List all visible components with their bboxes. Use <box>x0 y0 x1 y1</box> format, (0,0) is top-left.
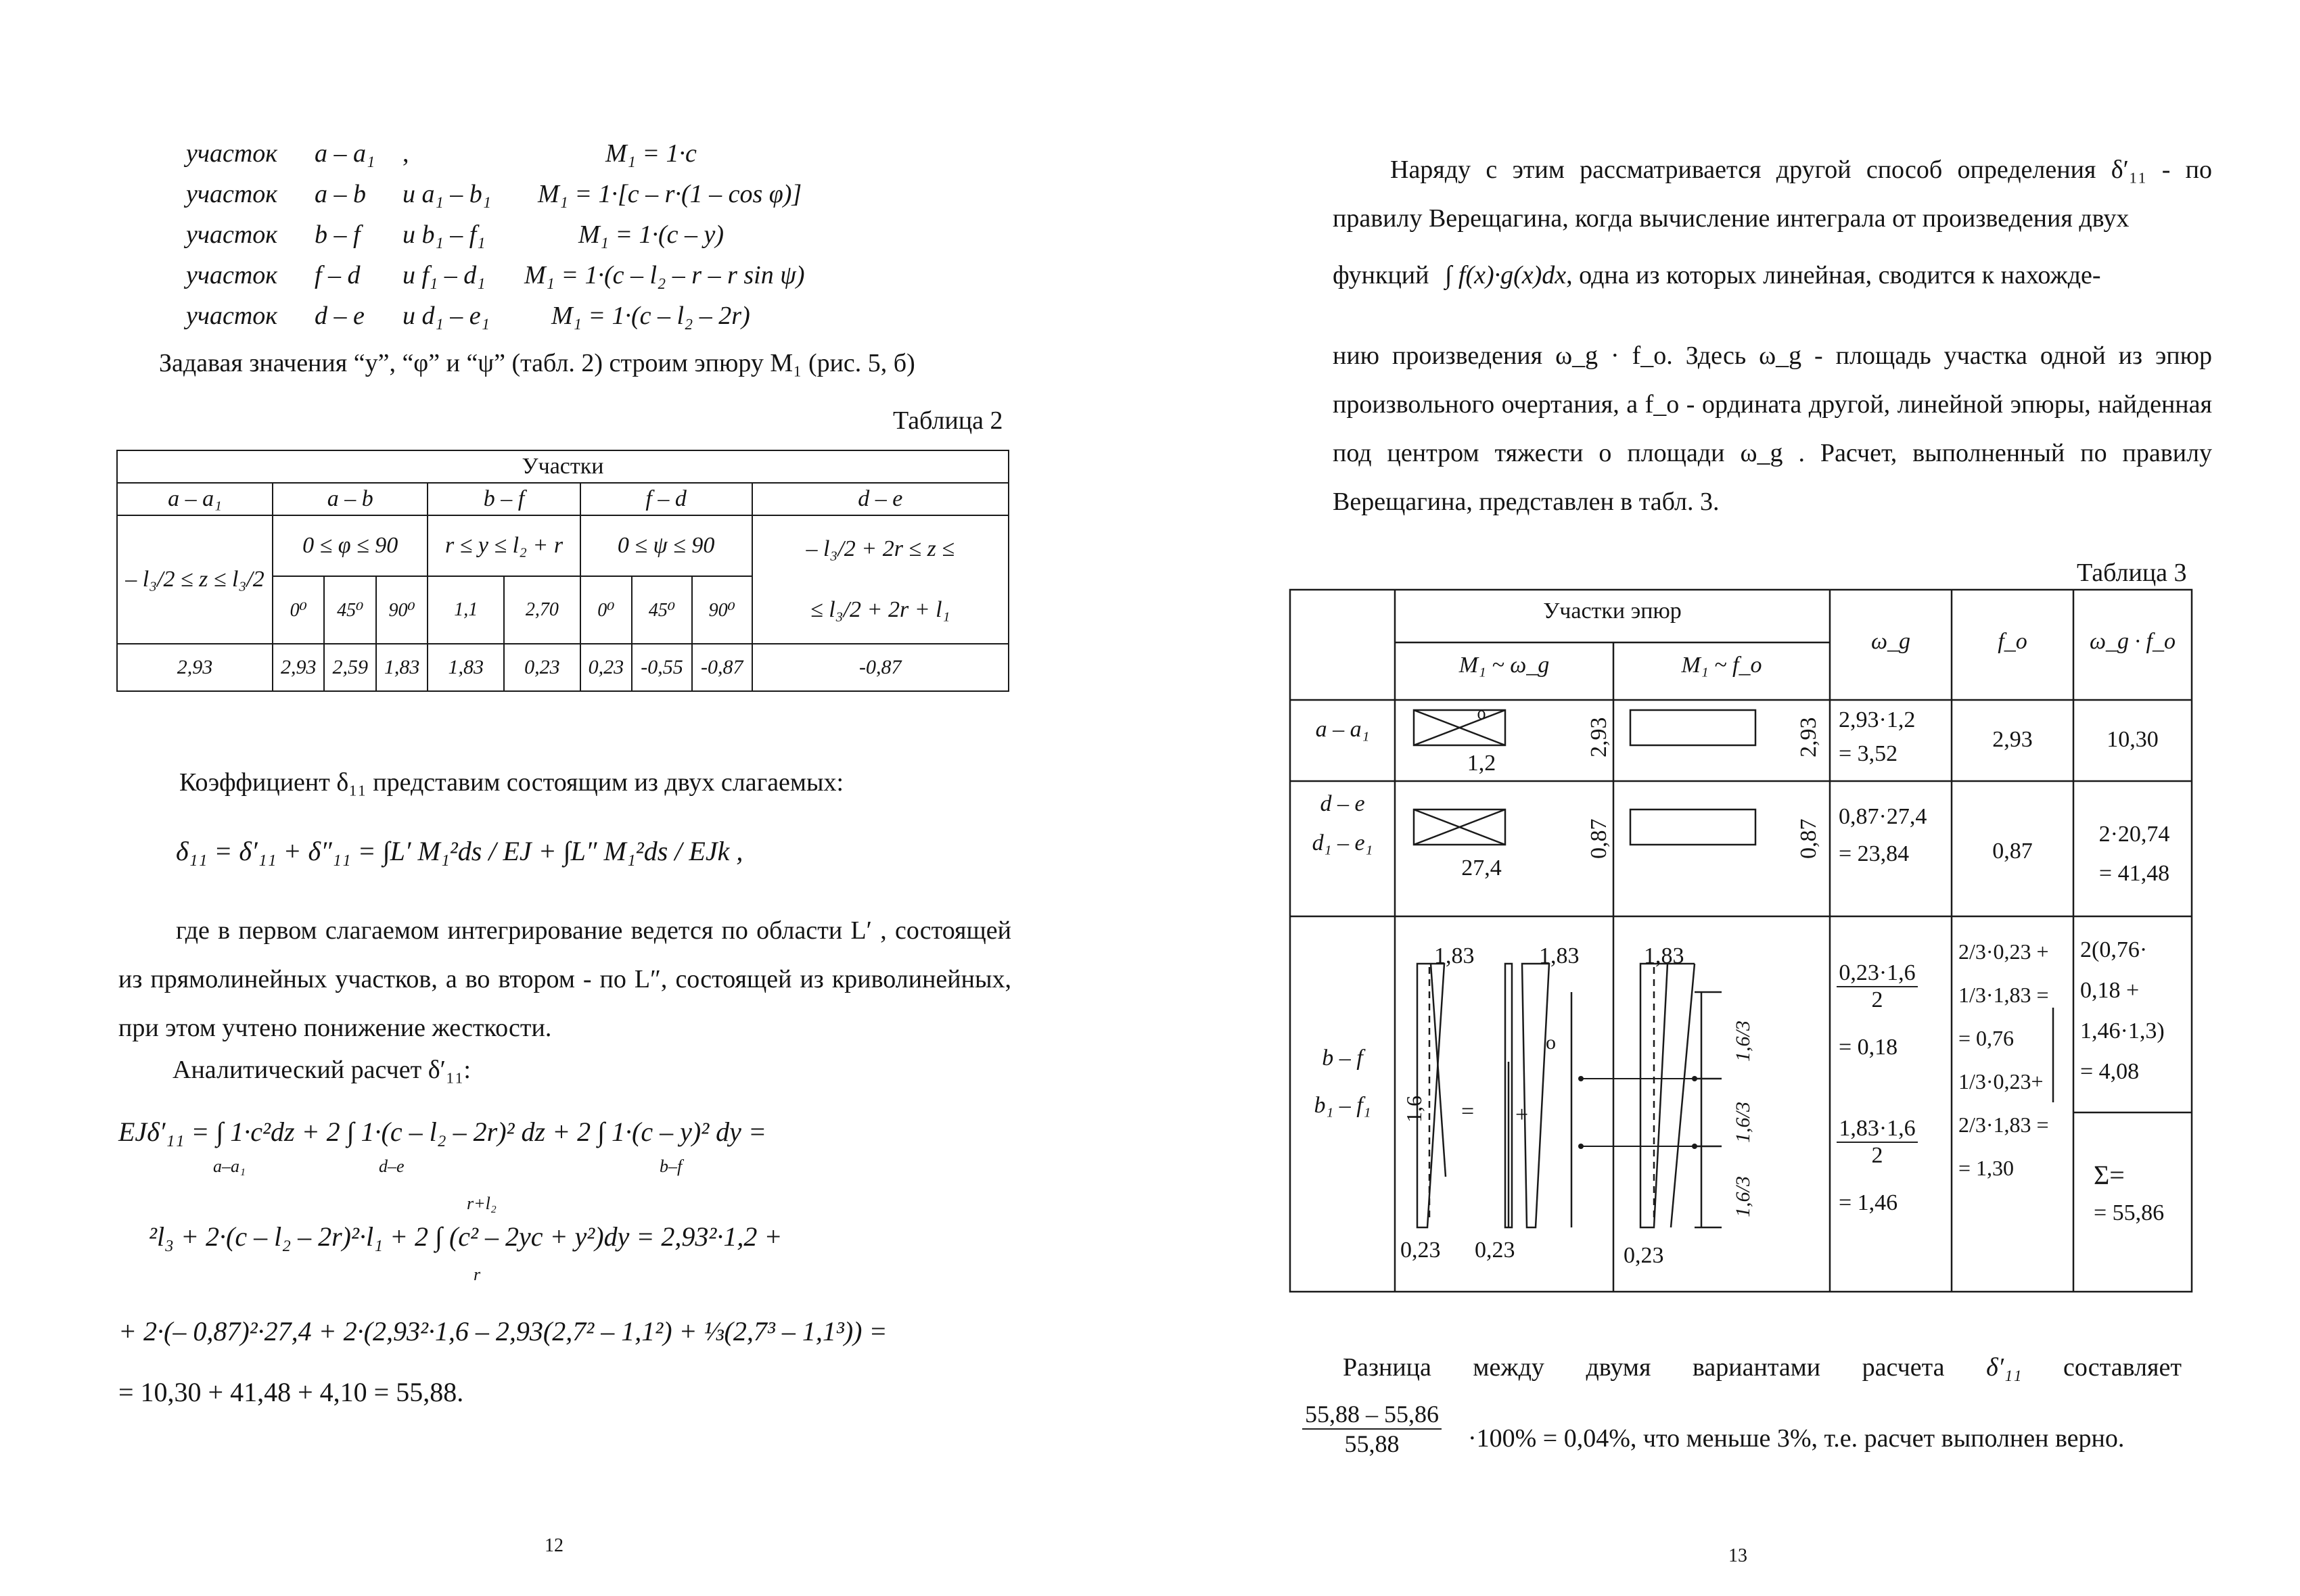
analytic-title: Аналитический расчет δ′₁₁: <box>172 1056 471 1084</box>
coef-text: Коэффициент δ₁₁ представим состоящим из двух слагаемых: <box>179 768 844 797</box>
table-2 <box>116 450 1009 692</box>
table3-row1-prod: 10,30 <box>2107 727 2159 752</box>
table3-row3-wg-a: 0,23·1,6 2 <box>1837 960 1918 1013</box>
table2-value: 2,93 <box>273 644 324 691</box>
table2-sub: 45⁰ <box>632 576 692 644</box>
table3-row2-height: 0,87 <box>1586 818 1611 859</box>
page-number-left: 12 <box>545 1535 564 1556</box>
table3-row3-plus: + <box>1515 1102 1529 1127</box>
table2-sub: 1,1 <box>428 576 504 644</box>
table2-value: 2,59 <box>324 644 375 691</box>
table3-row2-height-2: 0,87 <box>1796 818 1821 859</box>
table3-col-mfo: M₁ ~ f_o <box>1681 653 1762 678</box>
integral-expression: ∫ f(x)·g(x)dx <box>1444 261 1567 289</box>
eq2-limit-bot: r <box>474 1265 481 1284</box>
table3-row3-wg-a-res: = 0,18 <box>1839 1035 1898 1060</box>
table3-row1-width: 1,2 <box>1467 751 1496 776</box>
table2-caption: Таблица 2 <box>893 406 1003 435</box>
table3-row3-top-3: 1,83 <box>1644 943 1684 968</box>
table2-sub: 2,70 <box>504 576 580 644</box>
eq2-limit-top: r+l₂ <box>467 1194 497 1213</box>
table3-row2-wg: 0,87·27,4 = 23,84 <box>1839 804 1927 866</box>
table2-value: 2,93 <box>117 644 273 691</box>
table3-row1-wg: 2,93·1,2 = 3,52 <box>1839 707 1916 766</box>
table2-value: 1,83 <box>428 644 504 691</box>
table3-row3-bot-1: 0,23 <box>1400 1238 1441 1263</box>
table3-row1-segment: a – a₁ <box>1315 717 1370 742</box>
table3-row1-height-2: 2,93 <box>1796 717 1821 757</box>
table3-row2-segment: d – e d₁ – e₁ <box>1312 791 1373 855</box>
table3-row3-bot-2: 0,23 <box>1475 1238 1515 1263</box>
segment-line-2: участок a – b и a₁ – b₁ M₁ = 1·[c – r·(1 – cos φ)] <box>186 180 802 208</box>
segment-line-3: участок b – f и b₁ – f₁ M₁ = 1·(c – y) <box>186 220 724 249</box>
difference-tail: ·100% = 0,04%, что меньше 3%, т.е. расчет выполнен верно. <box>1468 1424 2125 1453</box>
table2-col-ab: a – b <box>273 483 428 515</box>
equation-1: EJδ′₁₁ = ∫ 1·c²dz + 2 ∫ 1·(c – l₂ – 2r)² dz + 2 ∫ 1·(c – y)² dy = <box>118 1117 766 1147</box>
table2-range-bf: r ≤ y ≤ l₂ + r <box>428 515 580 576</box>
table3-row3-fo: 2/3·0,23 + 1/3·1,83 = = 0,76 1/3·0,23+ 2/3·1,83 = = 1,30 <box>1958 939 2049 1180</box>
table2-value: -0,55 <box>632 644 692 691</box>
table3-row3-height: 1,6 <box>1402 1096 1426 1123</box>
table3-col-mwg: M₁ ~ ω_g <box>1458 653 1550 678</box>
table2-sub: 90⁰ <box>692 576 752 644</box>
table3-row3-top-2: 1,83 <box>1539 943 1580 968</box>
eq1-limit-3: b–f <box>660 1156 683 1176</box>
table2-col-aa1: a – a₁ <box>117 483 273 515</box>
table2-range-aa1: – l₃/2 ≤ z ≤ l₃/2 <box>117 515 273 644</box>
table3-row3-bot-3: 0,23 <box>1624 1243 1664 1268</box>
eq1-limit-2: d–e <box>379 1156 405 1176</box>
difference-line: Разница между двумя вариантами расчета δ′₁₁ составляет <box>1343 1353 2182 1382</box>
table2-value: -0,87 <box>752 644 1009 691</box>
table2-sub: 45⁰ <box>324 576 375 644</box>
table3-row2-prod: 2·20,74 = 41,48 <box>2098 822 2170 886</box>
coef-formula: δ₁₁ = δ′₁₁ + δ″₁₁ = ∫L′ M₁²ds / EJ + ∫L″ M₁²ds / EJk , <box>176 836 743 866</box>
table3-caption: Таблица 3 <box>2077 559 2187 587</box>
table3-row3-equals: = <box>1461 1099 1475 1124</box>
table2-col-bf: b – f <box>428 483 580 515</box>
table2-col-de: d – e <box>752 483 1009 515</box>
table3-row3-segment: b – f b₁ – f₁ <box>1314 1046 1371 1118</box>
segment-line-1: участок a – a₁ , M₁ = 1·c <box>186 139 697 168</box>
table2-range-ab: 0 ≤ φ ≤ 90 <box>273 515 428 576</box>
table3-row3-top-1: 1,83 <box>1434 943 1475 968</box>
table2-range-de-bot: ≤ l₃/2 + 2r + l₁ <box>810 597 950 622</box>
segment-line-4: участок f – d и f₁ – d₁ M₁ = 1·(c – l₂ – r – r sin ψ) <box>186 261 805 289</box>
table2-range-de <box>752 515 1009 644</box>
table3-sum: Σ= = 55,86 <box>2094 1160 2165 1225</box>
left-paragraph: где в первом слагаемом интегрирование ведется по области L′ , состоящей из прямолинейных участков, а во втором - по L″, состоящей из криволинейных, при этом учтено понижение жесткости. <box>118 916 1011 1042</box>
table2-sub: 0⁰ <box>580 576 632 644</box>
table3-col-wg: ω_g <box>1870 629 1910 654</box>
table2-value: -0,87 <box>692 644 752 691</box>
table2-value: 1,83 <box>376 644 428 691</box>
right-paragraph-1: Наряду с этим рассматривается другой способ определения δ′₁₁ - по правилу Верещагина, когда вычисление интеграла от произведения двух <box>1333 156 2212 233</box>
table2-col-fd: f – d <box>580 483 752 515</box>
equation-4: = 10,30 + 41,48 + 4,10 = 55,88. <box>118 1377 464 1407</box>
table2-sub: 0⁰ <box>273 576 324 644</box>
table2-value: 0,23 <box>504 644 580 691</box>
table2-value: 0,23 <box>580 644 632 691</box>
table3-row3-wg-b-res: = 1,46 <box>1839 1190 1898 1215</box>
table3-row3-wg-b: 1,83·1,6 2 <box>1837 1116 1918 1169</box>
table2-range-fd: 0 ≤ ψ ≤ 90 <box>580 515 752 576</box>
table3-row3-dim-3: 1,6/3 <box>1732 1176 1754 1217</box>
table3-row3-dim-1: 1,6/3 <box>1732 1020 1754 1062</box>
table3-row1-fo: 2,93 <box>1992 727 2033 752</box>
eq1-limit-1: a–a₁ <box>213 1156 246 1176</box>
difference-fraction: 55,88 – 55,86 55,88 <box>1302 1400 1442 1458</box>
table3-row1-height: 2,93 <box>1586 717 1611 757</box>
right-paragraph-3: нию произведения ω_g · f_o. Здесь ω_g - площадь участка одной из эпюр произвольного очертания, а f_o - ордината другой, линейной эпюры, найденная под центром тяжести o площади ω_g . Расчет, выполненный по правилу Верещагина, представлен в табл. 3. <box>1333 342 2212 516</box>
table2-sub: 90⁰ <box>376 576 428 644</box>
table2-header: Участки <box>117 450 1009 483</box>
table3-row1-o: o <box>1477 703 1486 723</box>
table3-row3-prod: 2(0,76· 0,18 + 1,46·1,3) = 4,08 <box>2080 937 2165 1084</box>
table3-col-fo: f_o <box>1998 629 2027 654</box>
segment-line-5: участок d – e и d₁ – e₁ M₁ = 1·(c – l₂ – 2r) <box>186 302 750 330</box>
table3-col-prod: ω_g · f_o <box>2090 629 2176 654</box>
table3-row3-center-o: o <box>1546 1031 1556 1054</box>
table2-range-de-top: – l₃/2 + 2r ≤ z ≤ <box>806 536 954 561</box>
table3-row2-width: 27,4 <box>1461 855 1502 881</box>
right-paragraph-2: функций ∫ f(x)·g(x)dx, одна из которых линейная, сводится к нахожде- <box>1333 261 2101 289</box>
assign-text: Задавая значения “y”, “φ” и “ψ” (табл. 2) строим эпюру M₁ (рис. 5, б) <box>159 349 915 377</box>
table3-row3-dim-2: 1,6/3 <box>1732 1102 1754 1143</box>
equation-3: + 2·(– 0,87)²·27,4 + 2·(2,93²·1,6 – 2,93(2,7² – 1,1²) + ⅓(2,7³ – 1,1³)) = <box>118 1316 888 1346</box>
table3-row2-fo: 0,87 <box>1992 839 2033 864</box>
page-number-right: 13 <box>1728 1545 1747 1566</box>
equation-2: ²l₃ + 2·(c – l₂ – 2r)²·l₁ + 2 ∫ (c² – 2yc + y²)dy = 2,93²·1,2 + <box>149 1221 783 1252</box>
table3-header: Участки эпюр <box>1543 598 1682 624</box>
